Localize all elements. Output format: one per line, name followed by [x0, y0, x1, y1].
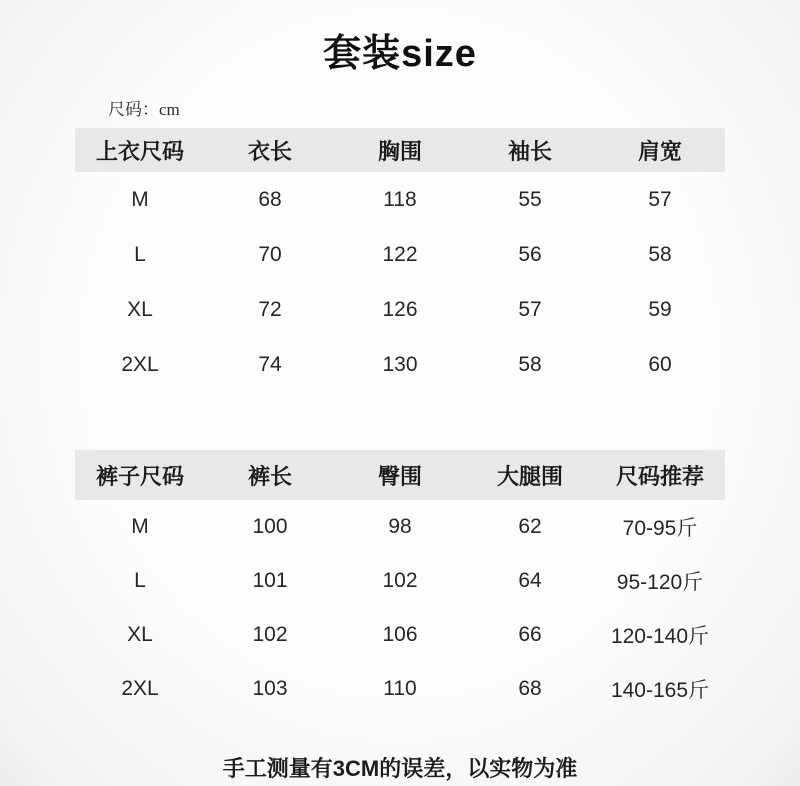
- tops-table-header-row: [75, 128, 725, 172]
- page-title: 套装size: [323, 33, 477, 75]
- measurement-disclaimer: 手工测量有3CM的误差，以实物为准: [222, 756, 578, 781]
- table-cell: 122: [382, 242, 418, 266]
- table-cell: 66: [518, 623, 542, 646]
- table-cell: 140-165斤: [610, 679, 710, 702]
- pants-table-body: [75, 500, 725, 716]
- table-cell: 58: [518, 352, 542, 376]
- size-label: L: [134, 242, 146, 266]
- table-cell: 130: [382, 352, 418, 376]
- table-cell: 57: [518, 297, 542, 321]
- size-label: 2XL: [121, 677, 159, 700]
- table-cell: 106: [382, 623, 418, 646]
- table-row: [75, 337, 725, 392]
- column-header: 臀围: [377, 463, 422, 489]
- table-cell: 58: [648, 242, 672, 266]
- table-cell: 102: [382, 569, 418, 592]
- table-cell: 70: [258, 242, 282, 266]
- tops-size-table: [75, 128, 725, 392]
- size-label: M: [131, 515, 149, 538]
- table-cell: 110: [383, 677, 417, 700]
- table-cell: 56: [518, 242, 542, 266]
- table-cell: 59: [648, 297, 672, 321]
- size-label: XL: [127, 297, 153, 321]
- size-label: 2XL: [121, 352, 159, 376]
- pants-table-header-row: [75, 450, 725, 500]
- table-row: [75, 608, 725, 662]
- tops-table-body: [75, 172, 725, 392]
- table-row: [75, 282, 725, 337]
- table-row: [75, 662, 725, 716]
- table-cell: 57: [648, 187, 672, 211]
- table-cell: 55: [518, 187, 542, 211]
- table-cell: 118: [383, 187, 417, 211]
- column-header: 裤子尺码: [95, 463, 184, 489]
- table-row: [75, 554, 725, 608]
- table-cell: 64: [518, 569, 542, 592]
- unit-note: 尺码：cm: [108, 100, 180, 119]
- size-label: M: [131, 187, 149, 211]
- table-row: [75, 500, 725, 554]
- table-cell: 60: [648, 352, 672, 376]
- table-row: [75, 227, 725, 282]
- column-header: 衣长: [247, 138, 292, 164]
- column-header: 大腿围: [496, 463, 563, 489]
- table-cell: 68: [258, 187, 282, 211]
- column-header: 上衣尺码: [95, 138, 184, 164]
- table-row: [75, 172, 725, 227]
- table-cell: 101: [252, 569, 288, 592]
- column-header: 胸围: [377, 138, 422, 164]
- size-label: XL: [127, 623, 153, 646]
- table-cell: 70-95斤: [622, 517, 698, 540]
- table-cell: 103: [252, 677, 288, 700]
- column-header: 裤长: [247, 463, 292, 489]
- table-cell: 68: [518, 677, 542, 700]
- table-cell: 98: [388, 515, 412, 538]
- table-cell: 102: [252, 623, 288, 646]
- pants-size-table: [75, 450, 725, 716]
- table-cell: 120-140斤: [610, 625, 710, 648]
- size-label: L: [134, 569, 146, 592]
- column-header: 肩宽: [637, 138, 682, 164]
- table-cell: 100: [252, 515, 288, 538]
- table-cell: 126: [382, 297, 418, 321]
- column-header: 袖长: [507, 138, 552, 164]
- table-cell: 95-120斤: [616, 571, 704, 594]
- table-cell: 72: [258, 297, 282, 321]
- table-cell: 74: [258, 352, 282, 376]
- table-cell: 62: [518, 515, 542, 538]
- column-header: 尺码推荐: [615, 463, 704, 489]
